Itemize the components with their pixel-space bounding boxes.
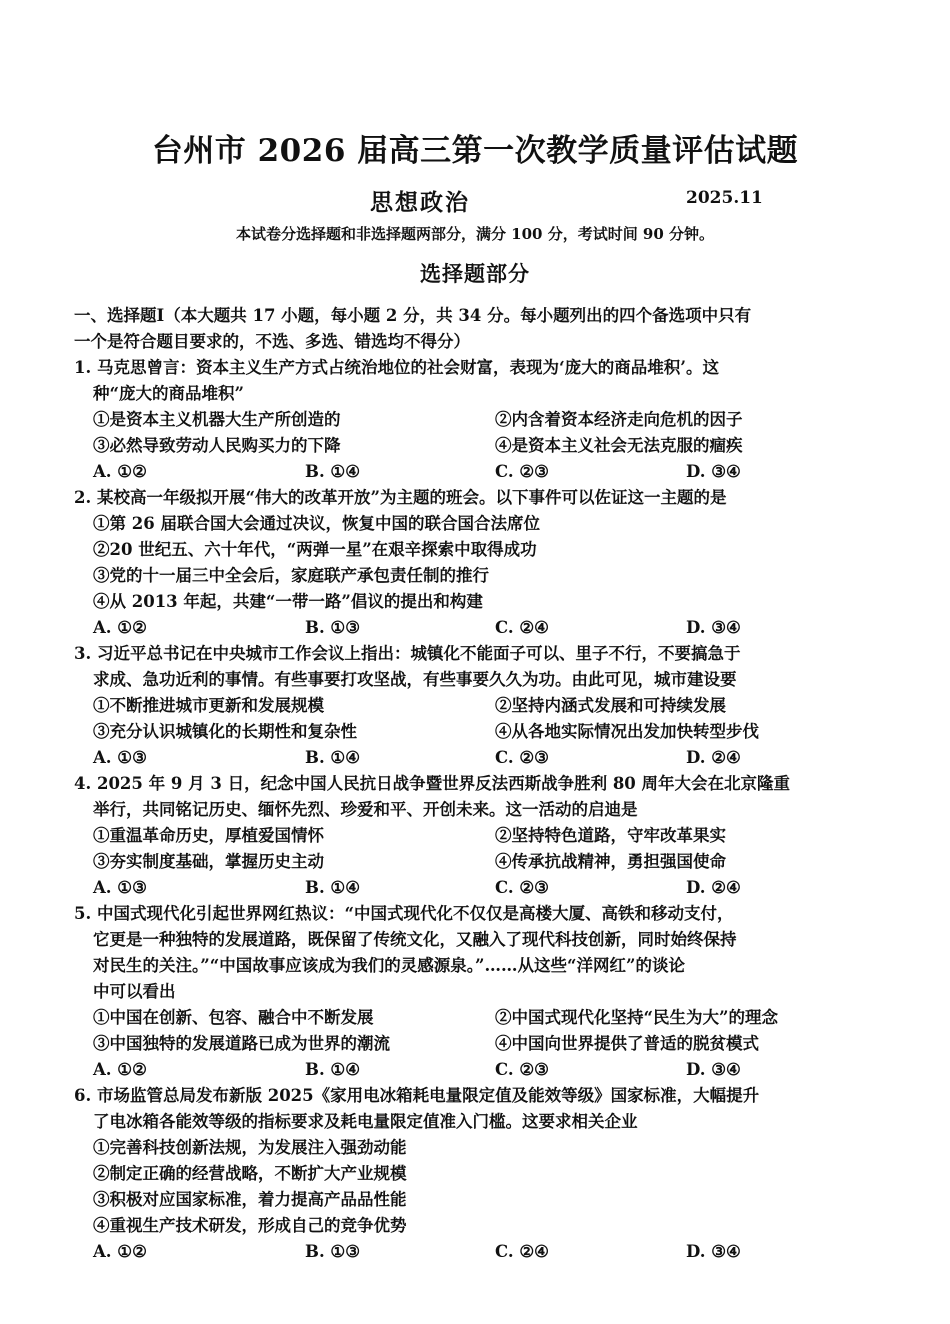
question-5-choice-d[interactable]: D. ③④	[686, 1060, 741, 1079]
question-1-choice-d[interactable]: D. ③④	[686, 462, 741, 481]
question-2-item: ④从 2013 年起，共建“一带一路”倡议的提出和构建	[93, 592, 483, 611]
question-2-item: ③党的十一届三中全会后，家庭联产承包责任制的推行	[93, 566, 489, 585]
exam-date: 2025.11	[686, 188, 763, 208]
question-5-stem: 对民生的关注。”“中国故事应该成为我们的灵感源泉。”……从这些“洋网红”的谈论	[93, 956, 685, 975]
question-1-choice-a[interactable]: A. ①②	[93, 462, 147, 481]
question-2-choice-c[interactable]: C. ②④	[495, 618, 549, 637]
question-3-item: ①不断推进城市更新和发展规模	[93, 696, 324, 715]
question-3-choice-b[interactable]: B. ①④	[305, 748, 361, 767]
question-1-item: ①是资本主义机器大生产所创造的	[93, 410, 341, 429]
question-4-item: ①重温革命历史，厚植爱国情怀	[93, 826, 324, 845]
question-1-choice-b[interactable]: B. ①④	[305, 462, 361, 481]
question-1-item: ④是资本主义社会无法克服的痼疾	[495, 436, 743, 455]
question-2-choice-d[interactable]: D. ③④	[686, 618, 741, 637]
question-3-item: ②坚持内涵式发展和可持续发展	[495, 696, 726, 715]
section-title: 选择题部分	[420, 261, 530, 286]
question-1-stem: 1. 马克思曾言：资本主义生产方式占统治地位的社会财富，表现为‘庞大的商品堆积’。这	[74, 358, 719, 377]
question-4-stem: 举行，共同铭记历史、缅怀先烈、珍爱和平、开创未来。这一活动的启迪是	[93, 800, 638, 819]
question-6-choice-d[interactable]: D. ③④	[686, 1242, 741, 1261]
question-6-choice-b[interactable]: B. ①③	[305, 1242, 361, 1261]
question-4-item: ②坚持特色道路，守牢改革果实	[495, 826, 726, 845]
question-3-stem: 3. 习近平总书记在中央城市工作会议上指出：城镇化不能面子可以、里子不行，不要搞急于	[74, 644, 741, 663]
question-3-item: ④从各地实际情况出发加快转型步伐	[495, 722, 759, 741]
question-6-item: ③积极对应国家标准，着力提高产品品性能	[93, 1190, 407, 1209]
question-2-item: ②20 世纪五、六十年代，“两弹一星”在艰辛探索中取得成功	[93, 540, 537, 559]
question-4-item: ④传承抗战精神，勇担强国使命	[495, 852, 726, 871]
question-6-stem: 6. 市场监管总局发布新版 2025《家用电冰箱耗电量限定值及能效等级》国家标准，大幅提升	[74, 1086, 760, 1105]
question-2-item: ①第 26 届联合国大会通过决议，恢复中国的联合国合法席位	[93, 514, 540, 533]
question-6-choice-a[interactable]: A. ①②	[93, 1242, 147, 1261]
question-5-stem: 5. 中国式现代化引起世界网红热议：“中国式现代化不仅仅是高楼大厦、高铁和移动支付，	[74, 904, 734, 923]
exam-title: 台州市 2026 届高三第一次教学质量评估试题	[151, 133, 799, 169]
question-5-choice-c[interactable]: C. ②③	[495, 1060, 549, 1079]
question-6-item: ②制定正确的经营战略，不断扩大产业规模	[93, 1164, 407, 1183]
question-4-item: ③夯实制度基础，掌握历史主动	[93, 852, 324, 871]
question-4-choice-d[interactable]: D. ②④	[686, 878, 741, 897]
question-5-item: ④中国向世界提供了普适的脱贫模式	[495, 1034, 759, 1053]
question-2-choice-b[interactable]: B. ①③	[305, 618, 361, 637]
question-6-item: ①完善科技创新法规，为发展注入强劲动能	[93, 1138, 407, 1157]
instruction-line: 一、选择题Ⅰ（本大题共 17 小题，每小题 2 分，共 34 分。每小题列出的四个备选项中只有	[74, 306, 752, 325]
question-1-item: ②内含着资本经济走向危机的因子	[495, 410, 743, 429]
question-5-choice-b[interactable]: B. ①④	[305, 1060, 361, 1079]
question-5-item: ①中国在创新、包容、融合中不断发展	[93, 1008, 374, 1027]
question-5-stem: 中可以看出	[93, 982, 176, 1001]
question-1-item: ③必然导致劳动人民购买力的下降	[93, 436, 341, 455]
question-2-choice-a[interactable]: A. ①②	[93, 618, 147, 637]
question-5-item: ③中国独特的发展道路已成为世界的潮流	[93, 1034, 390, 1053]
question-6-stem: 了电冰箱各能效等级的指标要求及耗电量限定值准入门槛。这要求相关企业	[93, 1112, 638, 1131]
question-3-choice-a[interactable]: A. ①③	[93, 748, 147, 767]
question-5-stem: 它更是一种独特的发展道路，既保留了传统文化，又融入了现代科技创新，同时始终保持	[93, 930, 737, 949]
subject-label: 思想政治	[370, 189, 470, 216]
instruction-line: 一个是符合题目要求的，不选、多选、错选均不得分）	[74, 332, 470, 351]
question-4-stem: 4. 2025 年 9 月 3 日，纪念中国人民抗日战争暨世界反法西斯战争胜利 80 周年大会在北京隆重	[74, 774, 791, 793]
question-3-stem: 求成、急功近利的事情。有些事要打攻坚战，有些事要久久为功。由此可见，城市建设要	[93, 670, 737, 689]
question-5-item: ②中国式现代化坚持“民生为大”的理念	[495, 1008, 778, 1027]
question-1-choice-c[interactable]: C. ②③	[495, 462, 549, 481]
question-4-choice-b[interactable]: B. ①④	[305, 878, 361, 897]
question-5-choice-a[interactable]: A. ①②	[93, 1060, 147, 1079]
question-3-item: ③充分认识城镇化的长期性和复杂性	[93, 722, 357, 741]
question-6-choice-c[interactable]: C. ②④	[495, 1242, 549, 1261]
question-3-choice-d[interactable]: D. ②④	[686, 748, 741, 767]
question-3-choice-c[interactable]: C. ②③	[495, 748, 549, 767]
exam-note: 本试卷分选择题和非选择题两部分，满分 100 分，考试时间 90 分钟。	[235, 225, 715, 243]
question-4-choice-c[interactable]: C. ②③	[495, 878, 549, 897]
question-6-item: ④重视生产技术研发，形成自己的竞争优势	[93, 1216, 407, 1235]
question-1-stem: 种“庞大的商品堆积”	[93, 384, 244, 403]
question-4-choice-a[interactable]: A. ①③	[93, 878, 147, 897]
question-2-stem: 2. 某校高一年级拟开展“伟大的改革开放”为主题的班会。以下事件可以佐证这一主题的是	[74, 488, 727, 507]
